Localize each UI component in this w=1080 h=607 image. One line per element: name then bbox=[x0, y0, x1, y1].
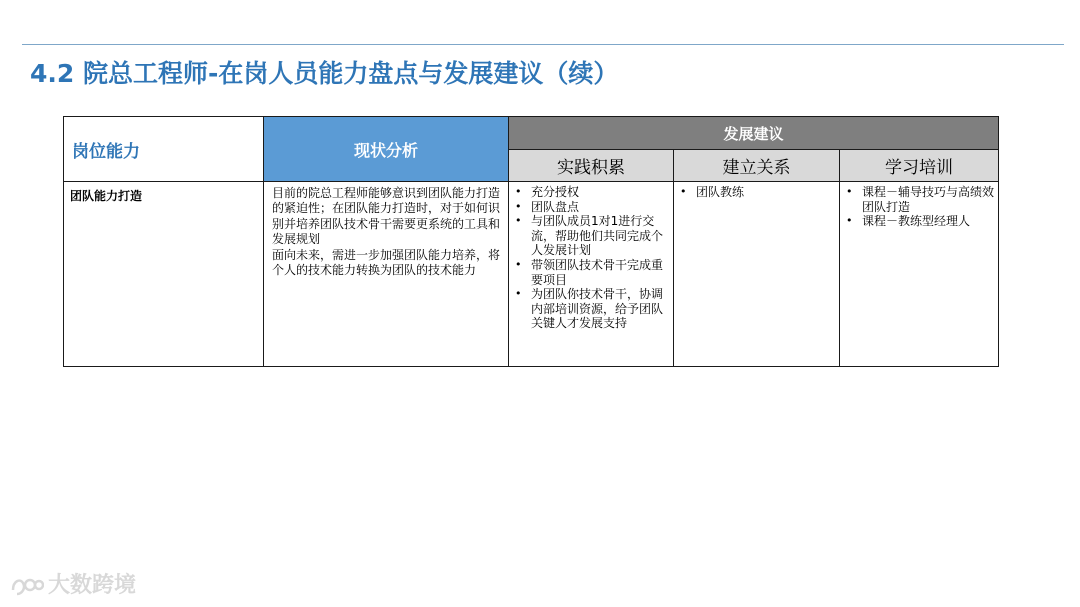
relationship-list bbox=[674, 182, 839, 202]
analysis-paragraph: 目前的院总工程师能够意识到团队能力打造的紧迫性；在团队能力打造时，对于如何识别并培养团队技术骨干需要更系统的工具和发展规划 bbox=[272, 186, 501, 247]
header-learning: 学习培训 bbox=[840, 150, 999, 182]
list-item: • 为团队你技术骨干，协调内部培训资源，给予团队关键人才发展支持 bbox=[515, 287, 669, 331]
list-item: • 课程－辅导技巧与高绩效团队打造 bbox=[846, 185, 994, 214]
analysis-text bbox=[272, 186, 500, 278]
header-current-analysis: 现状分析 bbox=[264, 117, 509, 182]
practice-list bbox=[509, 182, 673, 333]
list-item: • 团队教练 bbox=[680, 185, 835, 200]
capability-table bbox=[63, 116, 999, 367]
header-practice: 实践积累 bbox=[509, 150, 674, 182]
list-item: • 课程－教练型经理人 bbox=[846, 214, 994, 229]
watermark bbox=[10, 568, 136, 599]
header-development: 发展建议 bbox=[509, 117, 999, 150]
watermark-text: 大数跨境 bbox=[48, 573, 137, 598]
header-position: 岗位能力 bbox=[64, 117, 264, 182]
list-item: • 与团队成员1对1进行交流，帮助他们共同完成个人发展计划 bbox=[515, 214, 669, 258]
table-row bbox=[64, 182, 999, 367]
logo-icon bbox=[10, 574, 44, 598]
analysis-paragraph: 面向未来，需进一步加强团队能力培养，将个人的技术能力转换为团队的技术能力 bbox=[272, 247, 501, 278]
header-relationship: 建立关系 bbox=[674, 150, 840, 182]
cell-practice bbox=[509, 182, 674, 367]
cell-relationship bbox=[674, 182, 840, 367]
page-title: 4.2 院总工程师-在岗人员能力盘点与发展建议（续） bbox=[30, 59, 619, 88]
list-item: • 团队盘点 bbox=[515, 200, 669, 215]
list-item: • 充分授权 bbox=[515, 185, 669, 200]
cell-learning bbox=[840, 182, 999, 367]
cell-position: 团队能力打造 bbox=[64, 182, 264, 367]
cell-analysis bbox=[264, 182, 509, 367]
list-item: • 带领团队技术骨干完成重要项目 bbox=[515, 258, 669, 287]
learning-list bbox=[840, 182, 998, 231]
top-divider bbox=[22, 44, 1064, 45]
